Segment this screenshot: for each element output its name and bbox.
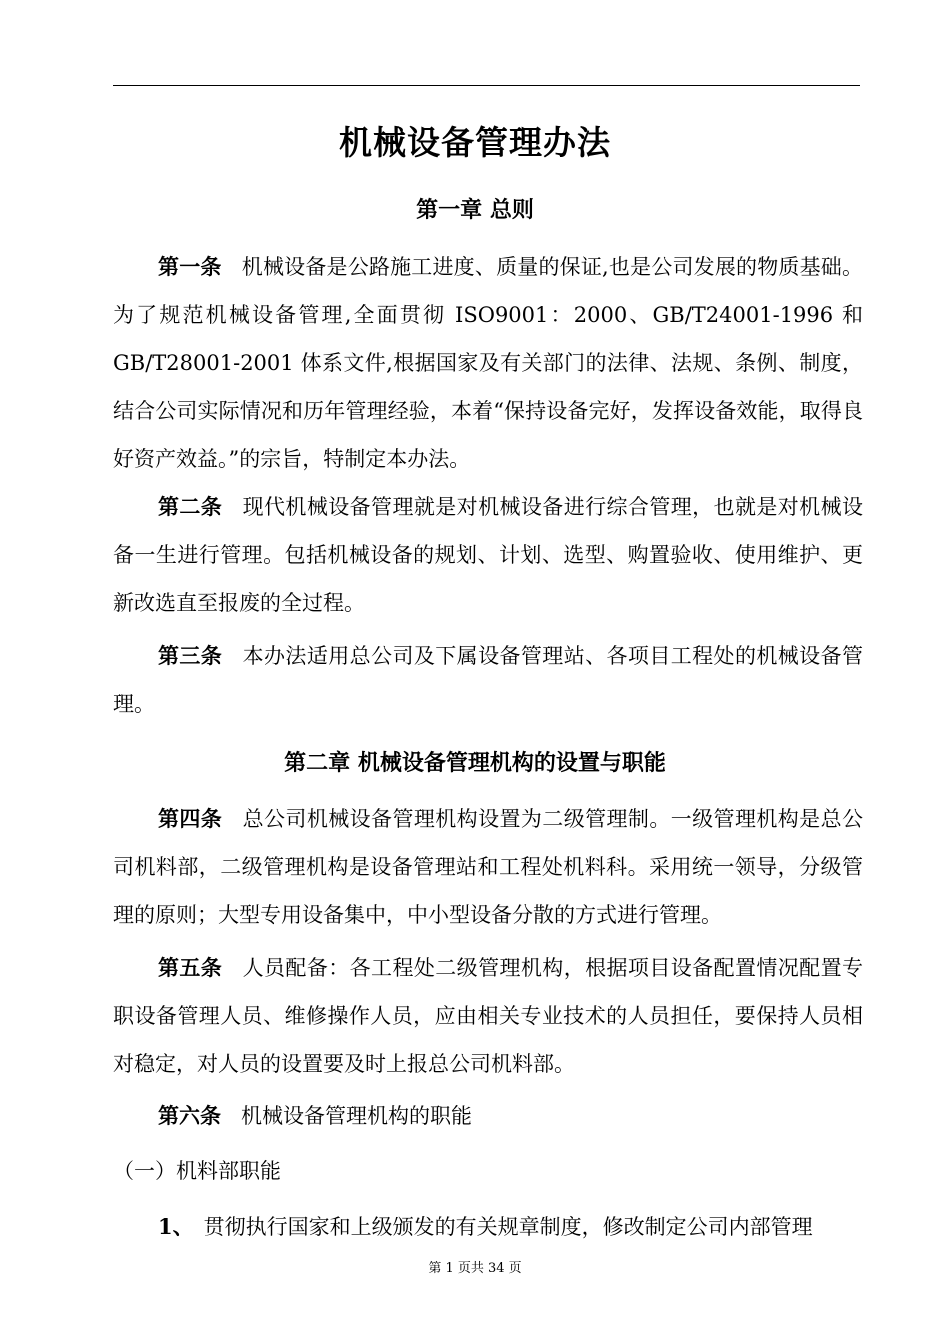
article-1 (113, 243, 863, 483)
article-4-label: 第四条 (158, 806, 223, 831)
item-1 (113, 1203, 863, 1251)
article-6-label: 第六条 (158, 1103, 221, 1128)
article-6 (113, 1092, 863, 1140)
item-1-label: 1、 (158, 1214, 194, 1239)
article-5-text: 人员配备：各工程处二级管理机构，根据项目设备配置情况配置专职设备管理人员、维修操作人员，应由相关专业技术的人员担任，要保持人员相对稳定，对人员的设置要及时上报总公司机料部。 (113, 956, 863, 1076)
page-footer: 第 1 页共 34 页 (428, 1261, 522, 1276)
item-1-text: 贯彻执行国家和上级颁发的有关规章制度，修改制定公司内部管理 (203, 1215, 813, 1239)
article-2-text: 现代机械设备管理就是对机械设备进行综合管理，也就是对机械设备一生进行管理。包括机械设备的规划、计划、选型、购置验收、使用维护、更新改选直至报废的全过程。 (113, 495, 863, 615)
article-3 (113, 632, 863, 728)
article-1-text: 机械设备是公路施工进度、质量的保证,也是公司发展的物质基础。为了规范机械设备管理,全面贯彻 ISO9001：2000、GB/T24001-1996 和 GB/T28001-2001 体系文件,根据国家及有关部门的法律、法规、条例、制度，结合公司实际情况和历年管理经验，本着“保持设备完好，发挥设备效能，取得良好资产效益。”的宗旨，特制定本办法。 (113, 255, 863, 471)
document-title: 机械设备管理办法 (339, 123, 611, 162)
article-5-label: 第五条 (158, 955, 223, 980)
article-6-text: 机械设备管理机构的职能 (241, 1104, 472, 1128)
header-rule (113, 85, 860, 86)
chapter-2-heading: 第二章 机械设备管理机构的设置与职能 (284, 750, 666, 776)
article-2 (113, 483, 863, 627)
article-1-label: 第一条 (158, 254, 222, 279)
article-3-text: 本办法适用总公司及下属设备管理站、各项目工程处的机械设备管理。 (113, 644, 863, 716)
section-1-heading: （一）机料部职能 (113, 1159, 281, 1183)
article-3-label: 第三条 (158, 643, 223, 668)
article-4-text: 总公司机械设备管理机构设置为二级管理制。一级管理机构是总公司机料部，二级管理机构是设备管理站和工程处机料科。采用统一领导，分级管理的原则；大型专用设备集中，中小型设备分散的方式进行管理。 (113, 807, 863, 927)
article-5 (113, 944, 863, 1088)
chapter-1-heading: 第一章 总则 (416, 197, 534, 223)
article-4 (113, 795, 863, 939)
article-2-label: 第二条 (158, 494, 223, 519)
